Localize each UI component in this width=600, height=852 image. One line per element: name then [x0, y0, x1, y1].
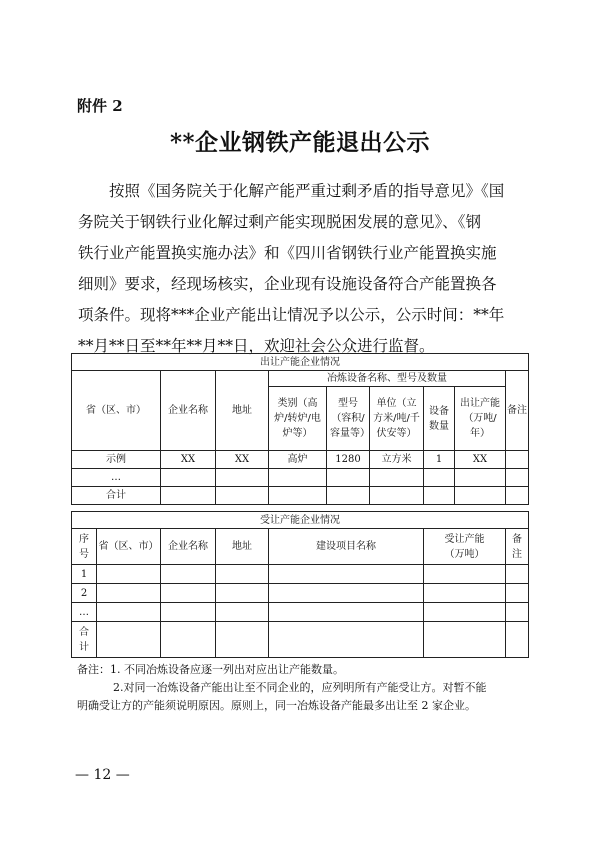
- table-row: [72, 584, 529, 603]
- table1-title: 出让产能企业情况: [72, 354, 529, 371]
- table-row: [72, 565, 529, 584]
- cell-no: 1: [72, 565, 97, 584]
- table-row: [72, 469, 529, 487]
- col-province: 省（区、市）: [72, 371, 161, 451]
- paragraph-line: 铁行业产能置换实施办法》和《四川省钢铁行业产能置换实施: [78, 244, 497, 262]
- note-line: 明确受让方的产能须说明原因。原则上，同一冶炼设备产能最多出让至 2 家企业。: [77, 699, 476, 712]
- cell-ellipsis: …: [72, 469, 161, 487]
- col-province: 省（区、市）: [97, 529, 161, 565]
- col-capacity: 出让产能（万吨/年）: [455, 387, 506, 451]
- table2-title: 受让产能企业情况: [72, 512, 529, 529]
- transfer-in-table: [71, 511, 529, 658]
- note-line: 备注：1. 不同冶炼设备应逐一列出对应出让产能数量。: [77, 663, 344, 676]
- table-row: [72, 603, 529, 622]
- paragraph-line: **月**日至**年**月**日，欢迎社会公众进行监督。: [78, 337, 435, 355]
- table-row: [72, 487, 529, 505]
- transfer-out-table: [71, 353, 529, 505]
- cell-total: 合计: [72, 622, 97, 658]
- paragraph-line: 项条件。现将***企业产能出让情况予以公示，公示时间：**年: [78, 306, 505, 324]
- cell-count: 1: [424, 451, 455, 469]
- document-title: **企业钢铁产能退出公示: [169, 129, 431, 156]
- col-address: 地址: [216, 529, 269, 565]
- col-unit: 单位（立方米/吨/千伏安等）: [370, 387, 424, 451]
- col-count: 设备数量: [424, 387, 455, 451]
- col-company: 企业名称: [161, 371, 216, 451]
- cell-total: 合计: [72, 487, 161, 505]
- table-row: [72, 622, 529, 658]
- col-address: 地址: [216, 371, 269, 451]
- note-line: 2.对同一冶炼设备产能出让至不同企业的，应列明所有产能受让方。对暂不能: [113, 681, 487, 694]
- col-group-equipment: 冶炼设备名称、型号及数量: [269, 371, 506, 387]
- paragraph-line: 务院关于钢铁行业化解过剩产能实现脱困发展的意见》、《钢: [78, 213, 482, 231]
- col-company: 企业名称: [161, 529, 216, 565]
- col-remark: 备注: [506, 529, 529, 565]
- attachment-label: 附件 2: [77, 97, 123, 115]
- cell-remark: [506, 451, 529, 469]
- paragraph-line: 细则》要求，经现场核实，企业现有设施设备符合产能置换各: [78, 275, 497, 293]
- cell-capacity: XX: [455, 451, 506, 469]
- cell-no: …: [72, 603, 97, 622]
- cell-address: XX: [216, 451, 269, 469]
- col-capacity: 受让产能（万吨）: [424, 529, 506, 565]
- cell-unit: 立方米: [370, 451, 424, 469]
- page-number: — 12 —: [75, 767, 130, 783]
- col-project: 建设项目名称: [269, 529, 424, 565]
- cell-model: 1280: [327, 451, 370, 469]
- col-model: 型号（容积/容量等）: [327, 387, 370, 451]
- table-row: [72, 451, 529, 469]
- cell-no: 2: [72, 584, 97, 603]
- paragraph-line: 按照《国务院关于化解产能严重过剩矛盾的指导意见》《国: [109, 182, 505, 200]
- col-remark: 备注: [506, 371, 529, 451]
- cell-company: XX: [161, 451, 216, 469]
- cell-category: 高炉: [269, 451, 327, 469]
- col-category: 类别（高炉/转炉/电炉等）: [269, 387, 327, 451]
- col-no: 序号: [72, 529, 97, 565]
- cell-province: 示例: [72, 451, 161, 469]
